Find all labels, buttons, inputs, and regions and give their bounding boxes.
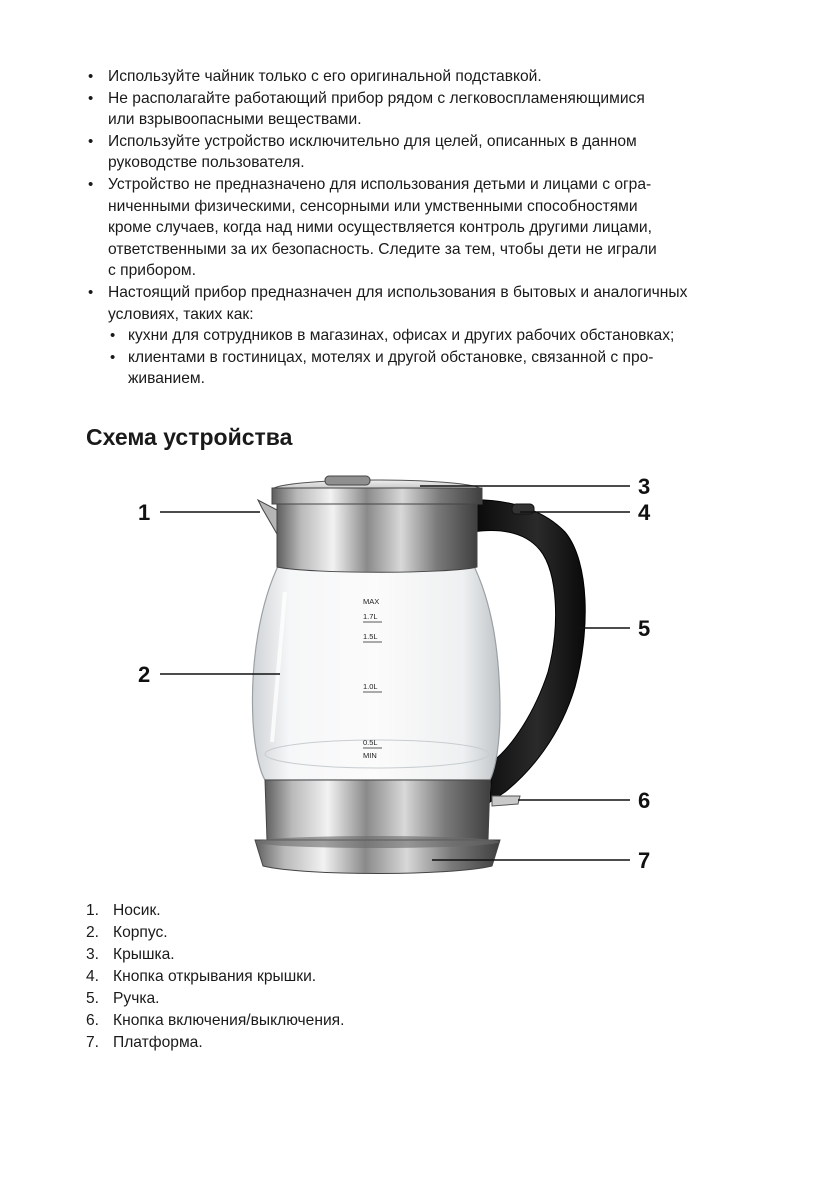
sub-list-item-line: • клиентами в гостиницах, мотелях и другой обстановке, связанной с про- [128, 348, 654, 366]
list-item-line: руководстве пользователя. [108, 154, 305, 172]
sub-list-item [108, 325, 786, 347]
callout-number: 5 [638, 616, 651, 641]
parts-list [86, 900, 344, 1054]
callout-number: 1 [138, 500, 151, 525]
sub-list-item [108, 347, 786, 390]
list-item-line: условиях, таких как: [108, 305, 254, 323]
scale-label: 0.5L [363, 738, 378, 747]
list-item [86, 131, 786, 174]
part-number: 4. [86, 968, 100, 985]
lid-rim-shape [272, 488, 482, 504]
scale-label: MIN [363, 751, 377, 760]
scale-label: MAX [363, 597, 380, 606]
parts-list-item [86, 922, 344, 944]
list-item [86, 88, 786, 131]
callout-number: 2 [138, 662, 151, 687]
list-item-line: кроме случаев, когда над ними осуществляется контроль другими лицами, [108, 219, 652, 237]
glass-body-shape [252, 562, 500, 780]
list-item-line: или взрывоопасными веществами. [108, 111, 362, 129]
scale-label: 1.7L [363, 612, 378, 621]
parts-list-item [86, 966, 344, 988]
list-item-text: Используйте чайник только с его оригинальной подставкой. [108, 68, 542, 85]
list-item-line: ниченными физическими, сенсорными или умственными способностями [108, 197, 638, 215]
part-label: Ручка. [113, 990, 160, 1007]
scale-label: 1.0L [363, 682, 378, 691]
list-item-line: • Устройство не предназначено для использования детьми и лицами с огра- [108, 175, 652, 193]
part-number: 2. [86, 924, 100, 941]
part-label: Носик. [113, 902, 161, 919]
switch-shape [492, 796, 520, 806]
scale-label: 1.5L [363, 632, 378, 641]
list-item-line: с прибором. [108, 262, 196, 280]
parts-list-item [86, 944, 344, 966]
list-item [86, 66, 786, 88]
part-label: Крышка. [113, 946, 175, 963]
list-item-line: • Не располагайте работающий прибор рядом с легковоспламеняющимися [108, 89, 645, 107]
list-item-line: • Используйте устройство исключительно для целей, описанных в данном [108, 132, 637, 150]
parts-list-item [86, 900, 344, 922]
callout-number: 4 [638, 500, 651, 525]
kettle-diagram [120, 462, 680, 892]
sub-list-item-line: живанием. [128, 370, 205, 388]
part-number: 1. [86, 902, 100, 919]
part-label: Кнопка открывания крышки. [113, 968, 317, 985]
callout-number: 3 [638, 474, 651, 499]
sub-list-item-text: кухни для сотрудников в магазинах, офисах и других рабочих обстановках; [128, 327, 675, 345]
part-number: 3. [86, 946, 100, 963]
parts-list-item [86, 988, 344, 1010]
parts-list-item [86, 1010, 344, 1032]
part-label: Кнопка включения/выключения. [113, 1012, 345, 1029]
section-heading: Схема устройства [86, 424, 293, 450]
list-item [86, 282, 786, 390]
lower-base-shape [265, 780, 490, 840]
sub-list [108, 325, 786, 390]
lid-cap-shape [325, 476, 370, 485]
part-label: Корпус. [113, 924, 168, 941]
safety-list [86, 66, 786, 390]
part-label: Платформа. [113, 1034, 203, 1051]
spout-shape [258, 500, 277, 534]
callout-number: 6 [638, 788, 651, 813]
callout-number: 7 [638, 848, 651, 873]
list-item-line: ответственными за их безопасность. Следите за тем, чтобы дети не играли [108, 240, 657, 258]
part-number: 7. [86, 1034, 100, 1051]
part-number: 5. [86, 990, 100, 1007]
parts-list-item [86, 1032, 344, 1054]
platform-rim [255, 836, 499, 848]
list-item-line: • Настоящий прибор предназначен для использования в бытовых и аналогичных [108, 283, 688, 301]
list-item [86, 174, 786, 282]
part-number: 6. [86, 1012, 100, 1029]
upper-collar-shape [277, 502, 477, 572]
